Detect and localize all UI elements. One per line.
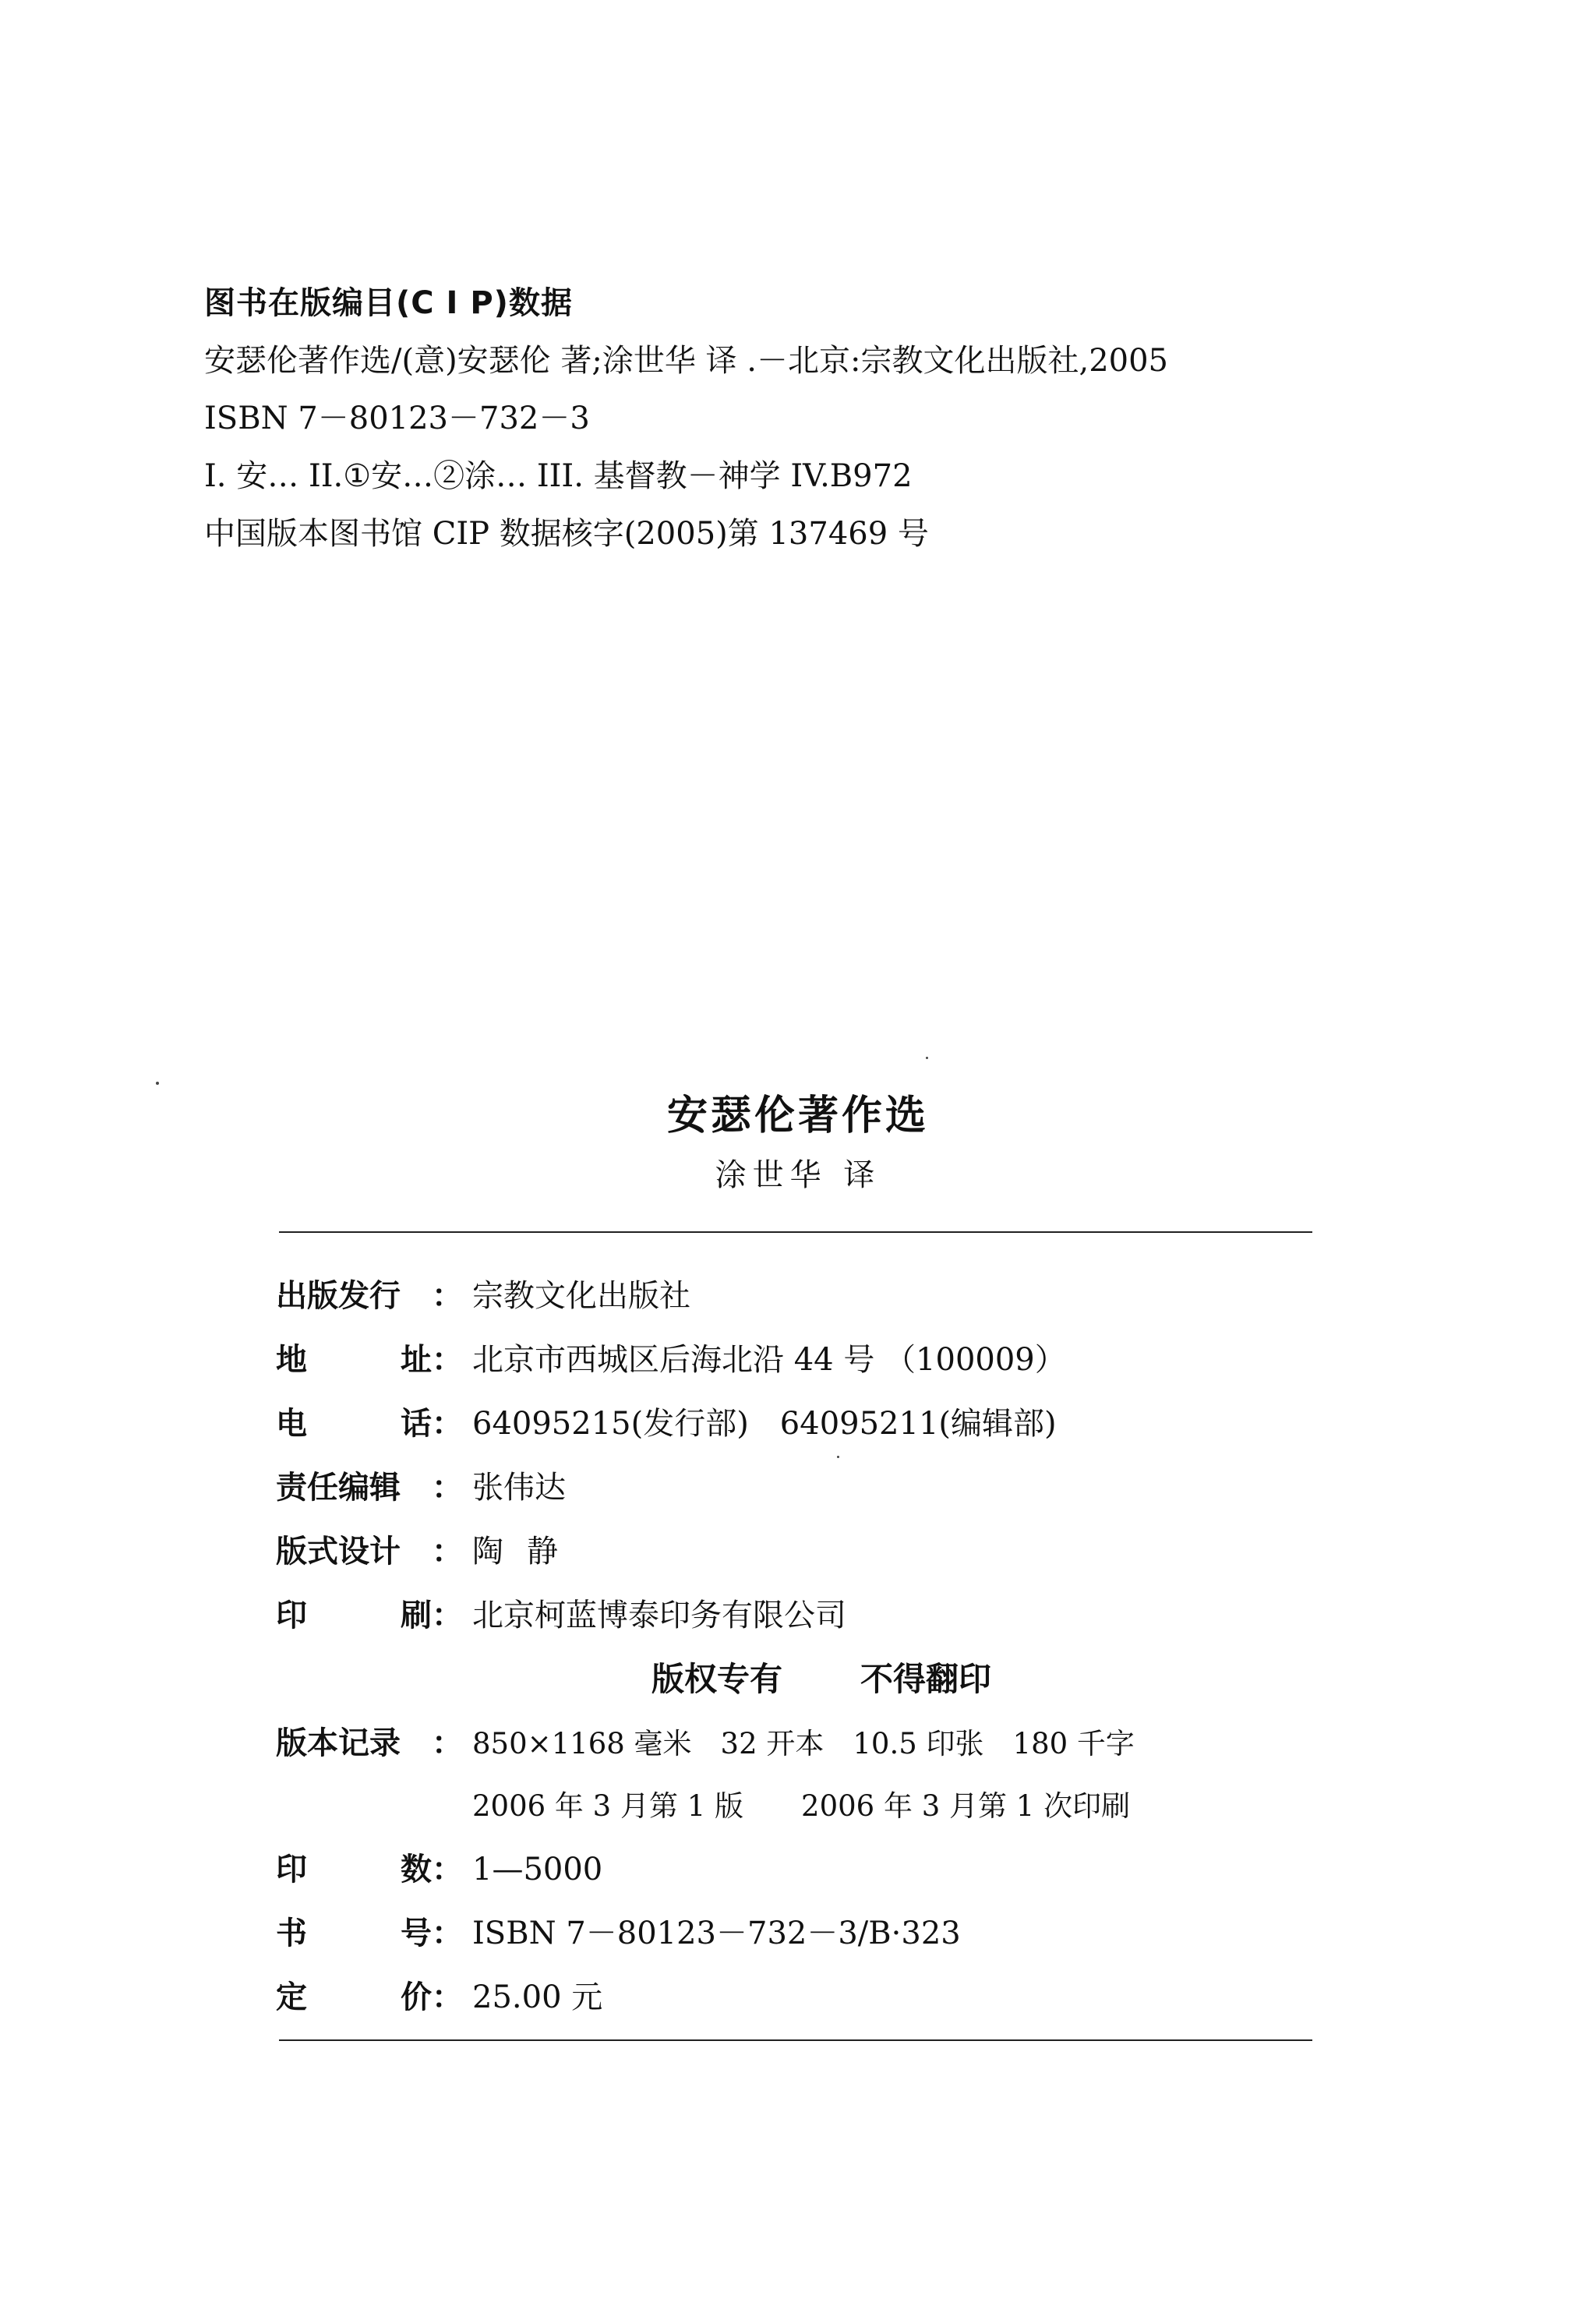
colon: ：: [432, 1598, 463, 1633]
address-label-char-1: 地: [276, 1342, 307, 1378]
price-label-char-2: 价: [401, 1979, 432, 2015]
cip-line-isbn: ISBN 7－80123－732－3: [204, 401, 590, 436]
cip-title: 图书在版编目(C I P)数据: [204, 285, 573, 321]
edition-dates: 2006 年 3 月第 1 版 2006 年 3 月第 1 次印刷: [472, 1789, 1131, 1823]
address-value: 北京市西城区后海北沿 44 号 （100009）: [472, 1342, 1066, 1378]
colon: ：: [432, 1916, 463, 1951]
colon: ：: [432, 1725, 463, 1761]
colon: ：: [432, 1406, 463, 1442]
printer-label-char-1: 印: [276, 1598, 307, 1633]
designer-row: [276, 1520, 1320, 1584]
address-row: [276, 1328, 1320, 1392]
colophon: [276, 1264, 1320, 2029]
designer-label: 版式设计: [276, 1534, 401, 1570]
publisher-row: [276, 1264, 1320, 1328]
isbn-label-char-2: 号: [401, 1916, 432, 1951]
colon: ：: [432, 1278, 463, 1314]
scan-speck: [156, 1082, 159, 1085]
colon: ：: [432, 1342, 463, 1378]
copyright-notice: [276, 1647, 1320, 1711]
phone-value: 64095215(发行部) 64095211(编辑部): [472, 1406, 1057, 1442]
publisher-label: 出版发行: [276, 1278, 401, 1314]
colon: ：: [432, 1534, 463, 1570]
phone-row: [276, 1392, 1320, 1456]
copyright-reserved: 版权专有: [651, 1660, 782, 1698]
printer-label: [276, 1584, 432, 1647]
editor-row: [276, 1456, 1320, 1520]
address-label-char-2: 址: [401, 1342, 432, 1378]
book-translator: 涂世华 译: [715, 1157, 881, 1193]
copyright-no-reprint: 不得翻印: [860, 1660, 992, 1698]
phone-label-char-1: 电: [276, 1406, 307, 1442]
designer-value: 陶静: [472, 1534, 581, 1570]
isbn-value: ISBN 7－80123－732－3/B·323: [472, 1916, 961, 1951]
price-label-char-1: 定: [276, 1979, 307, 2015]
address-label: [276, 1328, 432, 1392]
price-value: 25.00 元: [472, 1979, 603, 2015]
top-divider: [279, 1231, 1312, 1233]
phone-label-char-2: 话: [401, 1406, 432, 1442]
price-row: [276, 1965, 1320, 2029]
price-label: [276, 1965, 432, 2029]
edition-label: 版本记录: [276, 1725, 401, 1761]
print-run-value: 1—5000: [472, 1852, 603, 1887]
print-run-label-char-1: 印: [276, 1852, 307, 1887]
cip-line-record-number: 中国版本图书馆 CIP 数据核字(2005)第 137469 号: [204, 516, 929, 552]
publisher-value: 宗教文化出版社: [472, 1278, 690, 1314]
editor-value: 张伟达: [472, 1470, 566, 1506]
printer-row: [276, 1584, 1320, 1647]
editor-label: 责任编辑: [276, 1470, 401, 1506]
isbn-label-char-1: 书: [276, 1916, 307, 1951]
book-title: 安瑟伦著作选: [666, 1093, 929, 1139]
printer-label-char-2: 刷: [401, 1598, 432, 1633]
print-run-label: [276, 1838, 432, 1902]
printer-value: 北京柯蓝博泰印务有限公司: [472, 1598, 846, 1633]
bottom-divider: [279, 2039, 1312, 2041]
scan-speck: [837, 1456, 839, 1458]
isbn-row: [276, 1902, 1320, 1965]
scan-speck: [926, 1057, 928, 1059]
colon: ：: [432, 1470, 463, 1506]
cip-line-title: 安瑟伦著作选/(意)安瑟伦 著;涂世华 译 .－北京:宗教文化出版社,2005: [204, 343, 1169, 379]
isbn-label: [276, 1902, 432, 1965]
colon: ：: [432, 1852, 463, 1887]
print-run-row: [276, 1838, 1320, 1902]
cip-line-classification: I. 安… II.①安…②涂… III. 基督教－神学 IV.B972: [204, 458, 913, 494]
print-run-label-char-2: 数: [401, 1852, 432, 1887]
colon: ：: [432, 1979, 463, 2015]
edition-row: [276, 1711, 1320, 1775]
edition-specs: 850×1168 毫米 32 开本 10.5 印张 180 千字: [472, 1727, 1135, 1760]
phone-label: [276, 1392, 432, 1456]
cip-data-block: [204, 274, 1420, 563]
